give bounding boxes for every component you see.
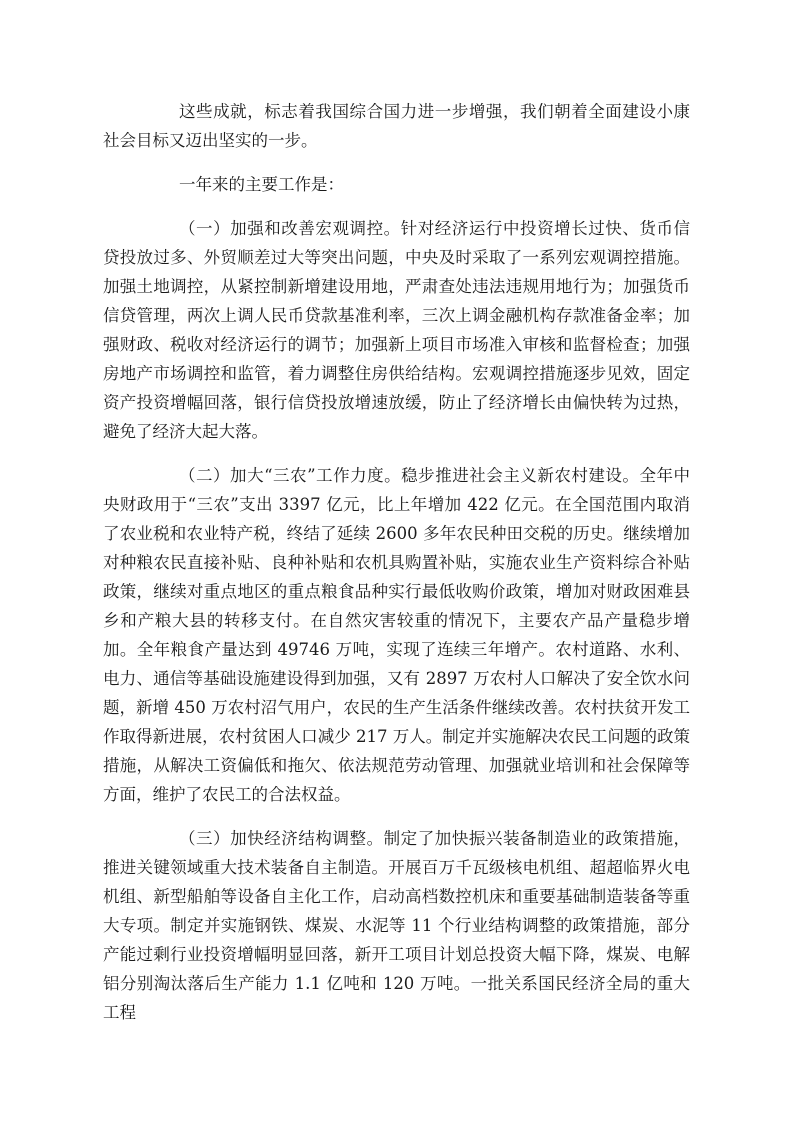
paragraph-section-2-sannong: （二）加大“三农”工作力度。稳步推进社会主义新农村建设。全年中央财政用于“三农”支出 3397 亿元，比上年增加 422 亿元。在全国范围内取消了农业税和农业特产税，终结了延续 2600 多年农民种田交税的历史。继续增加对种粮农民直接补贴、良种补贴和农机具购置补贴，实施农业生产资料综合补贴政策，继续对重点地区的重点粮食品种实行最低收购价政策，增加对财政困难县乡和产粮大县的转移支付。在自然灾害较重的情况下，主要农产品产量稳步增加。全年粮食产量达到 49746 万吨，实现了连续三年增产。农村道路、水利、电力、通信等基础设施建设得到加强，又有 2897 万农村人口解决了安全饮水问题，新增 450 万农村沼气用户，农民的生产生活条件继续改善。农村扶贫开发工作取得新进展，农村贫困人口减少 217 万人。制定并实施解决农民工问题的政策措施，从解决工资偏低和拖欠、依法规范劳动管理、加强就业培训和社会保障等方面，维护了农民工的合法权益。	[103, 466, 690, 804]
paragraph-section-3-economic-structure: （三）加快经济结构调整。制定了加快振兴装备制造业的政策措施，推进关键领域重大技术装备自主制造。开展百万千瓦级核电机组、超超临界火电机组、新型船舶等设备自主化工作，启动高档数控机床和重要基础制造装备等重大专项。制定并实施钢铁、煤炭、水泥等 11 个行业结构调整的政策措施，部分产能过剩行业投资增幅明显回落，新开工项目计划总投资大幅下降，煤炭、电解铝分别淘汰落后生产能力 1.1 亿吨和 120 万吨。一批关系国民经济全局的重大工程	[103, 829, 690, 1022]
paragraph-achievements-summary: 这些成就，标志着我国综合国力进一步增强，我们朝着全面建设小康社会目标又迈出坚实的一步。	[103, 102, 690, 150]
document-body	[103, 97, 690, 1027]
paragraph-main-work-intro: 一年来的主要工作是：	[179, 175, 344, 194]
paragraph-section-1-macro-control: （一）加强和改善宏观调控。针对经济运行中投资增长过快、货币信贷投放过多、外贸顺差过大等突出问题，中央及时采取了一系列宏观调控措施。加强土地调控，从紧控制新增建设用地，严肃查处违法违规用地行为；加强货币信贷管理，两次上调人民币贷款基准利率，三次上调金融机构存款准备金率；加强财政、税收对经济运行的调节；加强新上项目市场准入审核和监督检查；加强房地产市场调控和监管，着力调整住房供给结构。宏观调控措施逐步见效，固定资产投资增幅回落，银行信贷投放增速放缓，防止了经济增长由偏快转为过热，避免了经济大起大落。	[103, 219, 690, 441]
